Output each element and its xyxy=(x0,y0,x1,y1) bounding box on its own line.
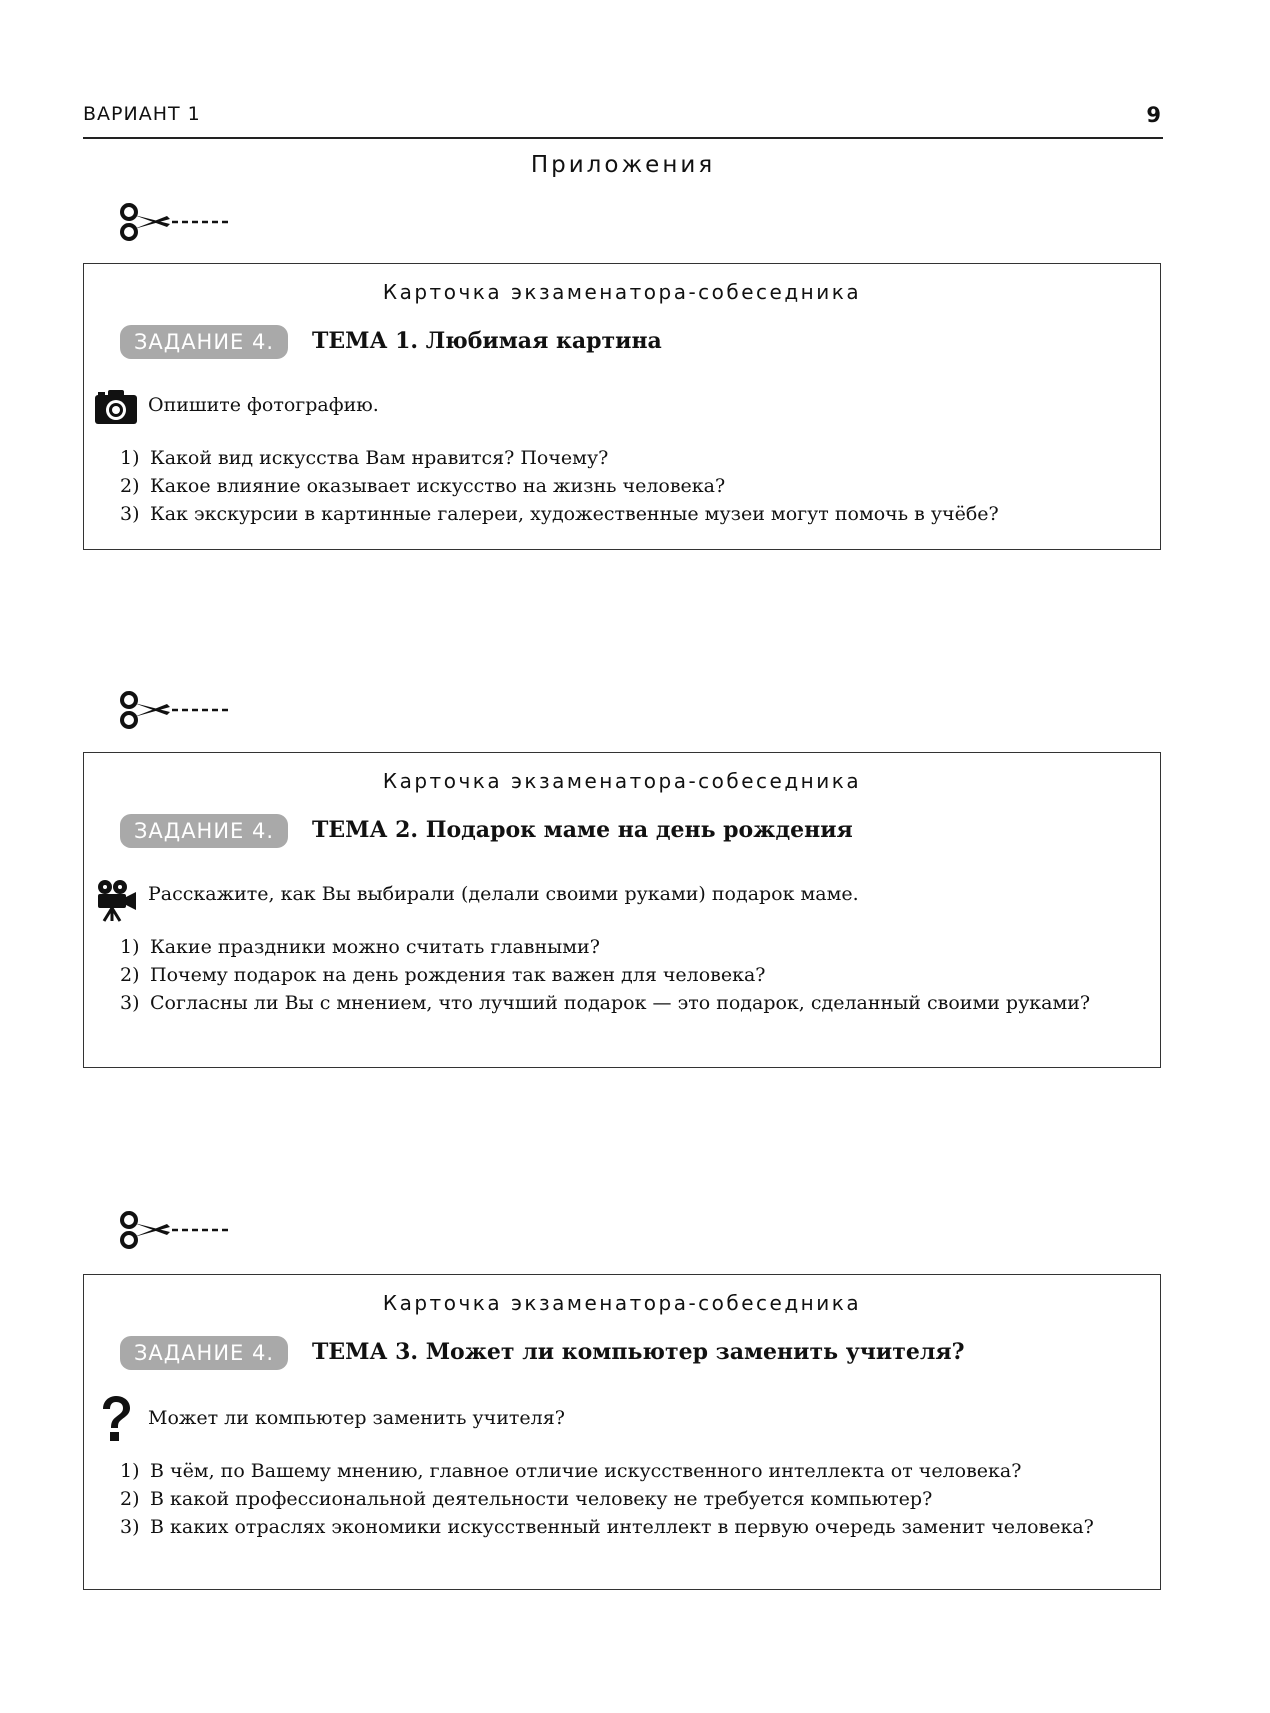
question-text: Как экскурсии в картинные галереи, художественные музеи могут помочь в учёбе? xyxy=(150,503,999,525)
question-number: 1) xyxy=(120,447,140,469)
question-list xyxy=(120,444,1150,528)
question-list xyxy=(120,1457,1150,1541)
question-item xyxy=(120,472,1150,500)
question-number: 2) xyxy=(120,964,140,986)
question-item xyxy=(120,444,1150,472)
question-number: 2) xyxy=(120,1488,140,1510)
examiner-card-1 xyxy=(83,263,1161,550)
cut-line xyxy=(118,200,230,244)
scissors-icon xyxy=(118,1208,230,1252)
topic-title: ТЕМА 3. Может ли компьютер заменить учителя? xyxy=(312,1339,965,1365)
question-text: Какое влияние оказывает искусство на жизнь человека? xyxy=(150,475,726,497)
section-title: Приложения xyxy=(530,152,716,178)
question-number: 2) xyxy=(120,475,140,497)
camera-icon xyxy=(94,389,138,425)
question-item xyxy=(120,933,1150,961)
question-text: Согласны ли Вы с мнением, что лучший подарок — это подарок, сделанный своими руками? xyxy=(150,992,1091,1014)
scissors-icon xyxy=(118,688,230,732)
question-text: В какой профессиональной деятельности человеку не требуется компьютер? xyxy=(150,1488,933,1510)
topic-title: ТЕМА 2. Подарок маме на день рождения xyxy=(312,817,853,843)
question-text: Какой вид искусства Вам нравится? Почему? xyxy=(150,447,609,469)
question-item xyxy=(120,961,1150,989)
prompt-text: Может ли компьютер заменить учителя? xyxy=(148,1407,565,1429)
question-number: 1) xyxy=(120,936,140,958)
task-badge: ЗАДАНИЕ 4. xyxy=(120,1336,288,1370)
card-heading: Карточка экзаменатора-собеседника xyxy=(382,769,862,793)
cut-line xyxy=(118,688,230,732)
question-item xyxy=(120,989,1150,1017)
card-heading: Карточка экзаменатора-собеседника xyxy=(382,1291,862,1315)
card-heading: Карточка экзаменатора-собеседника xyxy=(382,280,862,304)
question-number: 3) xyxy=(120,1516,140,1538)
scissors-icon xyxy=(118,200,230,244)
cut-line xyxy=(118,1208,230,1252)
variant-label: ВАРИАНТ 1 xyxy=(83,103,201,125)
question-text: В каких отраслях экономики искусственный интеллект в первую очередь заменит человека? xyxy=(150,1516,1094,1538)
question-number: 1) xyxy=(120,1460,140,1482)
topic-title: ТЕМА 1. Любимая картина xyxy=(312,328,662,354)
question-item xyxy=(120,1513,1150,1541)
task-badge: ЗАДАНИЕ 4. xyxy=(120,814,288,848)
film-camera-icon xyxy=(94,878,138,922)
question-item xyxy=(120,500,1150,528)
task-badge: ЗАДАНИЕ 4. xyxy=(120,325,288,359)
question-text: Почему подарок на день рождения так важен для человека? xyxy=(150,964,766,986)
page-number: 9 xyxy=(1146,103,1161,127)
question-mark-icon xyxy=(98,1395,134,1443)
question-item xyxy=(120,1457,1150,1485)
examiner-card-3 xyxy=(83,1274,1161,1590)
prompt-text: Расскажите, как Вы выбирали (делали своими руками) подарок маме. xyxy=(148,883,859,905)
question-item xyxy=(120,1485,1150,1513)
question-number: 3) xyxy=(120,992,140,1014)
question-list xyxy=(120,933,1150,1017)
running-head xyxy=(83,103,1163,139)
examiner-card-2 xyxy=(83,752,1161,1068)
question-text: Какие праздники можно считать главными? xyxy=(150,936,600,958)
prompt-text: Опишите фотографию. xyxy=(148,394,379,416)
question-text: В чём, по Вашему мнению, главное отличие искусственного интеллекта от человека? xyxy=(150,1460,1022,1482)
question-number: 3) xyxy=(120,503,140,525)
